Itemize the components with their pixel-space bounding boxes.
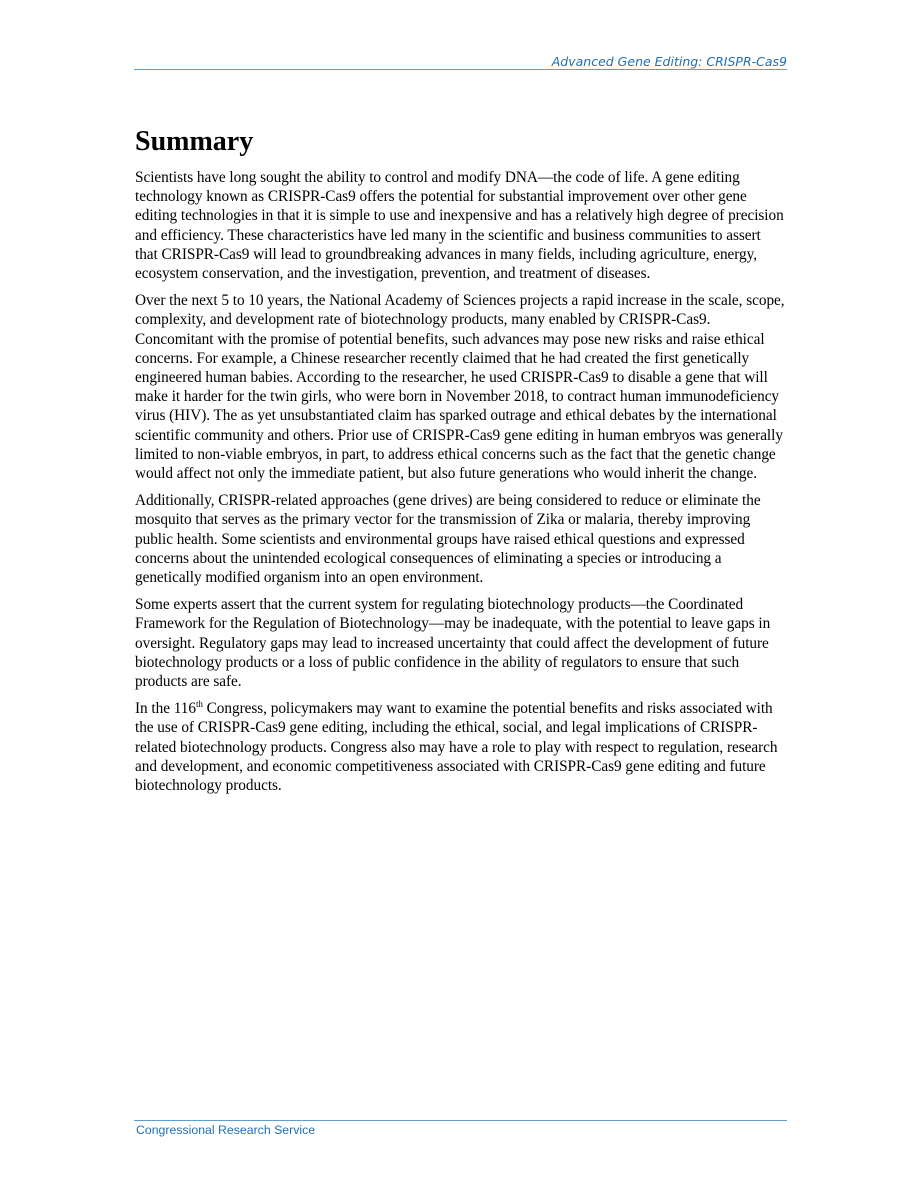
paragraph-regulation: Some experts assert that the current system for regulating biotechnology products—the Coordinated Framework for the Regulation of Biotechnology—may be inadequate, with the potential to leave gaps in oversight. Regulatory gaps may lead to increased uncertainty that could affect the development of future biotechnology products or a loss of public confidence in the ability of regulators to ensure that such products are safe.: [135, 596, 771, 691]
header-rule: [134, 69, 787, 70]
congress-rest-text: Congress, policymakers may want to examine the potential benefits and risks associated with the use of CRISPR-Cas9 gene editing, including the ethical, social, and legal implications of CRISPR-related biotechnology products. Congress also may have a role to play with respect to regulation, research and development, and economic competitiveness associated with CRISPR-Cas9 gene editing and future biotechnology products.: [135, 700, 778, 795]
paragraph-nas-projections: Over the next 5 to 10 years, the National Academy of Sciences projects a rapid increase in the scale, scope, complexity, and development rate of biotechnology products, many enabled by CRISPR-Cas9. Concomitant with the promise of potential benefits, such advances may pose new risks and raise ethical concerns. For example, a Chinese researcher recently claimed that he had created the first genetically engineered human babies. According to the researcher, he used CRISPR-Cas9 to disable a gene that will make it harder for the twin girls, who were born in November 2018, to contract human immunodeficiency virus (HIV). The as yet unsubstantiated claim has sparked outrage and ethical debates by the international scientific community and others. Prior use of CRISPR-Cas9 gene editing in human embryos was generally limited to non-viable embryos, in part, to address ethical concerns such as the fact that the genetic change would affect not only the immediate patient, but also future generations who would inherit the change.: [135, 292, 785, 483]
ordinal-suffix: th: [195, 699, 203, 710]
paragraph-gene-drives: Additionally, CRISPR-related approaches (gene drives) are being considered to reduce or eliminate the mosquito that serves as the primary vector for the transmission of Zika or malaria, thereby improving public health. Some scientists and environmental groups have raised ethical questions and expressed concerns about the unintended ecological consequences of eliminating a species or introducing a genetically modified organism into an open environment.: [135, 492, 761, 587]
footer-org-name: Congressional Research Service: [136, 1123, 316, 1137]
running-header: Advanced Gene Editing: CRISPR-Cas9: [551, 54, 787, 69]
document-body: [135, 124, 785, 803]
paragraph-intro: Scientists have long sought the ability to control and modify DNA—the code of life. A gene editing technology known as CRISPR-Cas9 offers the potential for substantial improvement over other gene editing technologies in that it is simple to use and inexpensive and has a relatively high degree of precision and efficiency. These characteristics have led many in the scientific and business communities to assert that CRISPR-Cas9 will lead to groundbreaking advances in many fields, including agriculture, energy, ecosystem conservation, and the investigation, prevention, and treatment of diseases.: [135, 169, 784, 283]
congress-lead-text: In the 116: [135, 700, 196, 718]
paragraph-congress: [135, 699, 785, 795]
footer-rule: [134, 1120, 787, 1121]
section-title: Summary: [135, 126, 254, 157]
